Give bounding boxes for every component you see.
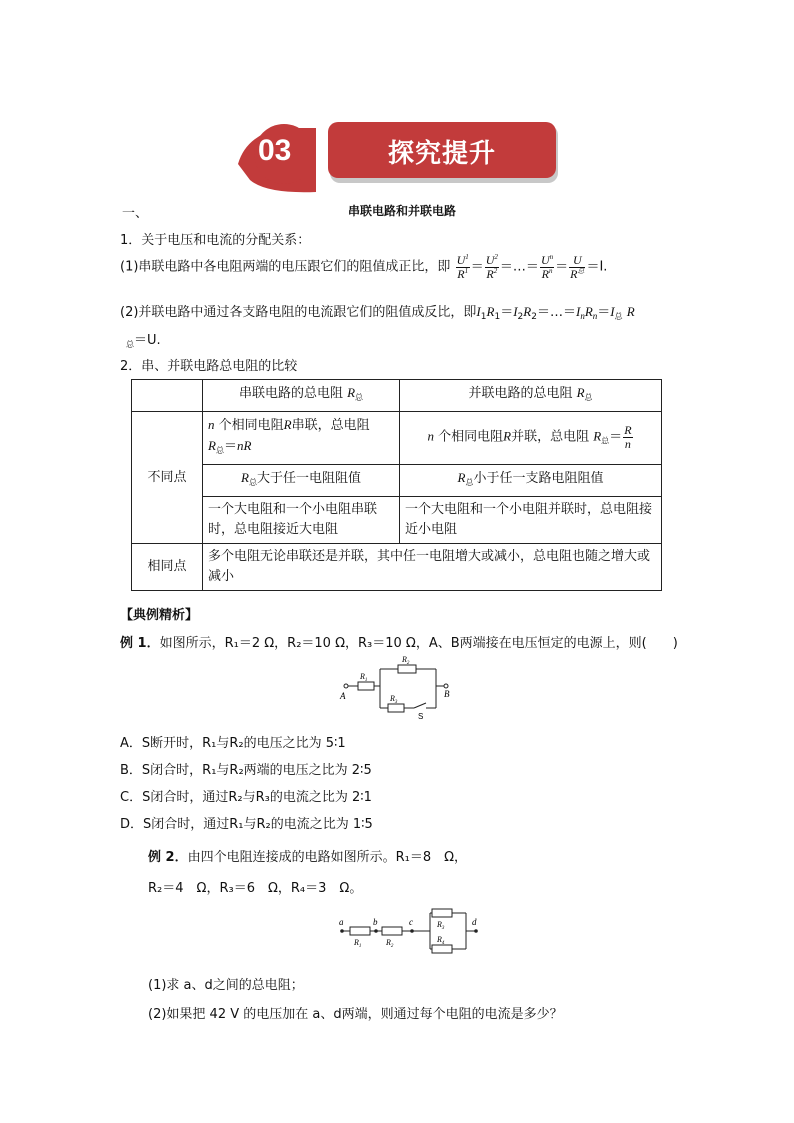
table-cell: $R_总$小于任一支路电阻阻值 <box>400 465 662 497</box>
label-s: S <box>418 712 424 721</box>
table-cell: n 个相同电阻R并联，总电阻 $R_总=$ $\frac{R}{n}$ <box>400 412 662 465</box>
table-row <box>132 465 662 497</box>
ex2-question-2: (2)如果把 42 V 的电压加在 a、d两端，则通过每个电阻的电流是多少？ <box>148 1007 563 1022</box>
row-label-same: 相同点 <box>132 544 203 591</box>
table-header-series: 串联电路的总电阻 $R_总$ <box>203 380 400 412</box>
label-r2: $R_2$ <box>386 938 394 949</box>
ex1-stem-text: 如图所示，R₁＝2 Ω，R₂＝10 Ω，R₃＝10 Ω，A、B两端接在电压恒定的电源上，则( ) <box>159 636 678 651</box>
label-a: a <box>339 917 344 927</box>
label-c: c <box>409 917 413 927</box>
ex1-label: 例 1． <box>120 636 160 651</box>
table-cell <box>132 380 203 412</box>
table-row <box>132 380 662 412</box>
label-r3: $R_3$ <box>437 920 445 931</box>
p1-heading: 1．关于电压和电流的分配关系： <box>120 233 311 248</box>
table-row <box>132 544 662 591</box>
ex2-stem-text: 由四个电阻连接成的电路如图所示。R₁＝8 Ω， <box>187 850 468 865</box>
ex2-stem-2: R₂＝4 Ω，R₃＝6 Ω，R₄＝3 Ω。 <box>148 881 363 896</box>
p2-heading: 2．串、并联电路总电阻的比较 <box>120 359 298 374</box>
ratio-fraction: $\frac{U^n}{R^n}$ <box>540 253 554 281</box>
label-b: b <box>373 917 378 927</box>
section-index: 一、 <box>122 206 149 221</box>
table-row <box>132 497 662 544</box>
label-d: d <box>472 917 477 927</box>
p1-line2-cont: $_总$＝U. <box>126 333 161 349</box>
ratio-fraction: $\frac{U^1}{R^1}$ <box>456 253 469 281</box>
label-r2: $R_2$ <box>402 655 410 666</box>
ex2-question-1: (1)求 a、d之间的总电阻； <box>148 978 304 993</box>
table-row <box>132 412 662 465</box>
comparison-table <box>131 379 662 591</box>
table-cell: n 个相同电阻R串联，总电阻 $R_总=nR$ <box>203 412 400 465</box>
table-cell: $R_总$大于任一电阻阻值 <box>203 465 400 497</box>
ex1-circuit-diagram <box>338 653 460 721</box>
ex1-option-b: B．S闭合时，R₁与R₂两端的电压之比为 2∶5 <box>120 763 372 778</box>
section-banner <box>236 122 566 196</box>
p1-line1-suffix: ＝I. <box>586 259 608 275</box>
p1-line2-tail: ＝U. <box>134 333 161 348</box>
ex2-circuit-diagram <box>336 907 486 957</box>
ex1-stem <box>120 632 678 651</box>
banner-title: 探究提升 <box>388 139 497 169</box>
ratio-fraction: $\frac{U}{R^总}$ <box>570 253 585 281</box>
p1-line2-text: (2)并联电路中通过各支路电阻的电流跟它们的阻值成反比，即 <box>120 305 477 320</box>
ex1-option-d: D．S闭合时，通过R₁与R₂的电流之比为 1∶5 <box>120 817 373 832</box>
section-title: 串联电路和并联电路 <box>348 204 457 218</box>
p1-line1-prefix: (1)串联电路中各电阻两端的电压跟它们的阻值成正比，即 <box>120 259 451 275</box>
label-b: B <box>444 689 450 699</box>
label-r1: $R_1$ <box>360 672 368 683</box>
table-cell: 一个大电阻和一个小电阻串联时，总电阻接近大电阻 <box>203 497 400 544</box>
banner-number: 03 <box>258 134 292 167</box>
examples-heading: 【典例精析】 <box>120 608 199 623</box>
label-r3: $R_3$ <box>390 694 398 705</box>
label-r4: $R_4$ <box>437 935 445 946</box>
label-a: A <box>340 691 346 701</box>
ratio-fraction: $\frac{U^2}{R^2}$ <box>485 253 498 281</box>
label-r1: $R_1$ <box>354 938 362 949</box>
table-header-parallel: 并联电路的总电阻 $R_总$ <box>400 380 662 412</box>
ex2-stem-1 <box>148 846 467 865</box>
table-cell: 一个大电阻和一个小电阻并联时，总电阻接近小电阻 <box>400 497 662 544</box>
row-label-diff: 不同点 <box>132 412 203 544</box>
p1-line1: (1)串联电路中各电阻两端的电压跟它们的阻值成正比，即 $\frac{U^1}{R^1}$ ＝ $\frac{U^2}{R^2}$ ＝…＝ $\frac{U^n}{R^n}$ ＝ $\frac{U}{R^总}$ ＝I. <box>120 253 608 281</box>
p1-line2: (2)并联电路中通过各支路电阻的电流跟它们的阻值成反比，即$I_1R_1=I_2R_2=\dots=I_nR_n=I_总$ R <box>120 304 635 322</box>
table-cell: 多个电阻无论串联还是并联，其中任一电阻增大或减小，总电阻也随之增大或减小 <box>203 544 662 591</box>
ex2-label: 例 2． <box>148 850 188 865</box>
ex1-option-c: C．S闭合时，通过R₂与R₃的电流之比为 2∶1 <box>120 790 372 805</box>
ex1-option-a: A．S断开时，R₁与R₂的电压之比为 5∶1 <box>120 736 346 751</box>
